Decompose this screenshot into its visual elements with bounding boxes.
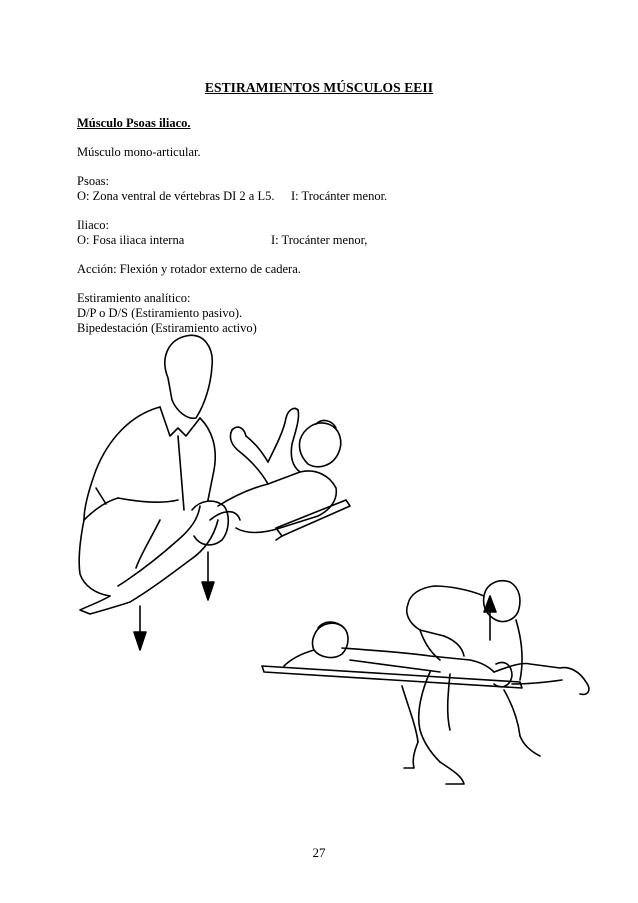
iliaco-label: Iliaco: [77,218,109,232]
stretch-line-passive: D/P o D/S (Estiramiento pasivo). [77,306,243,320]
stretch-heading: Estiramiento analítico: [77,291,191,305]
iliaco-insertion: I: Trocánter menor, [271,233,368,247]
page-number: 27 [312,845,326,860]
psoas-label: Psoas: [77,174,109,188]
action-line: Acción: Flexión y rotador externo de cadera. [77,262,301,276]
psoas-insertion: I: Trocánter menor. [291,189,388,203]
stretch-line-active: Bipedestación (Estiramiento activo) [77,321,257,335]
muscle-type-line: Músculo mono-articular. [77,145,201,159]
iliaco-origin: O: Fosa iliaca interna [77,233,185,247]
psoas-origin: O: Zona ventral de vértebras DI 2 a L5. [77,189,275,203]
section-title: Músculo Psoas iliaco. [77,116,191,130]
page-title: ESTIRAMIENTOS MÚSCULOS EEII [204,80,434,95]
